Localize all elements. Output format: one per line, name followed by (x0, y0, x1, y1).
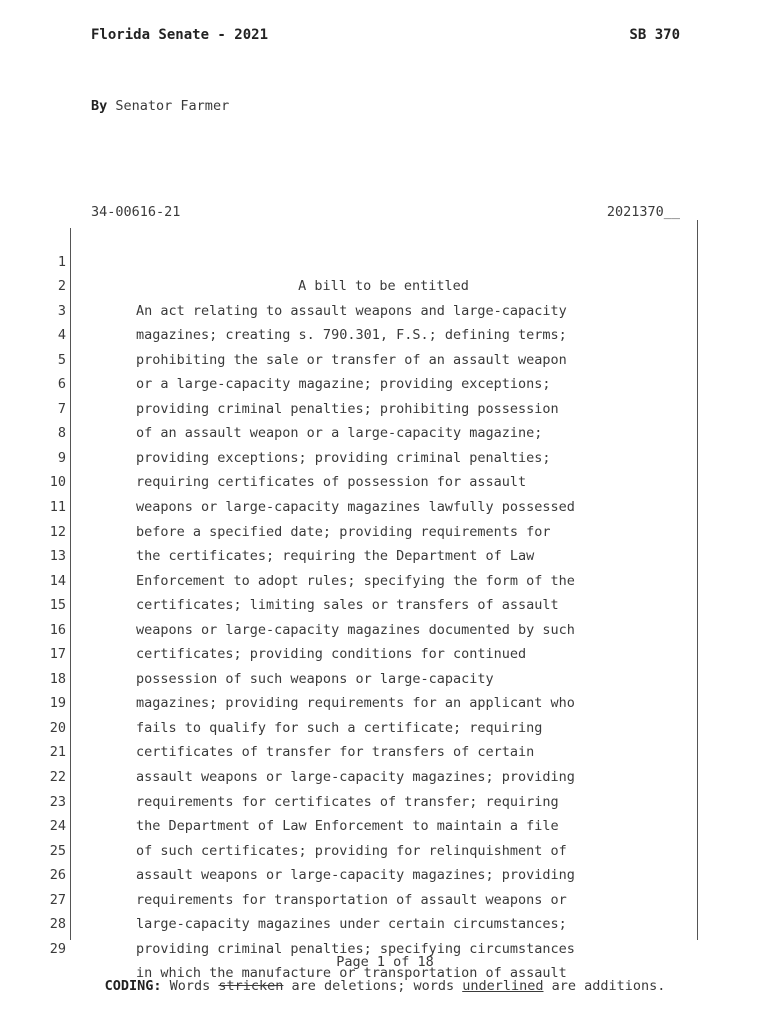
line-text: Enforcement to adopt rules; specifying the form of the (136, 572, 575, 589)
line-number: 13 (49, 548, 66, 565)
line-number: 10 (49, 474, 66, 491)
line-number: 5 (57, 351, 66, 368)
line-number: 28 (49, 916, 66, 933)
line-text: certificates; providing conditions for continued (136, 646, 527, 663)
sponsor-name: Senator Farmer (115, 98, 230, 114)
line-text: magazines; creating s. 790.301, F.S.; defining terms; (136, 327, 567, 344)
line-number: 1 (57, 253, 66, 270)
line-text: the certificates; requiring the Department of Law (136, 548, 535, 565)
line-text: of such certificates; providing for relinquishment of (136, 842, 567, 859)
line-number: 6 (57, 376, 66, 393)
line-text: certificates; limiting sales or transfers of assault (136, 597, 559, 614)
line-text: prohibiting the sale or transfer of an assault weapon (136, 351, 567, 368)
line-text: certificates of transfer for transfers of certain (136, 744, 535, 761)
line-number: 8 (57, 425, 66, 442)
drafting-code: 34-00616-21 (91, 204, 181, 220)
line-text: weapons or large-capacity magazines documented by such (136, 621, 575, 638)
coding-text-1: Words (161, 978, 219, 994)
page-number: Page 1 of 18 (336, 954, 434, 970)
numbered-line (0, 225, 770, 295)
line-number: 24 (49, 818, 66, 835)
line-text: requirements for certificates of transfer; requiring (136, 793, 559, 810)
line-number: 12 (49, 523, 66, 540)
line-text: requirements for transportation of assault weapons or (136, 891, 567, 908)
line-text: providing criminal penalties; specifying circumstances (136, 940, 575, 957)
coding-stricken-example: stricken (218, 978, 284, 994)
line-text: the Department of Law Enforcement to maintain a file (136, 818, 559, 835)
coding-text-3: are additions. (543, 978, 666, 994)
coding-text-2: are deletions; words (283, 978, 463, 994)
line-number: 18 (49, 670, 66, 687)
line-number: 29 (49, 940, 66, 957)
line-number: 26 (49, 867, 66, 884)
line-text: assault weapons or large-capacity magazines; providing (136, 867, 575, 884)
line-text: fails to qualify for such a certificate; requiring (136, 719, 543, 736)
line-number: 4 (57, 327, 66, 344)
line-text: An act relating to assault weapons and large-capacity (136, 302, 567, 319)
sponsor-byline (91, 98, 229, 114)
line-number: 19 (49, 695, 66, 712)
line-number: 2 (57, 278, 66, 295)
bill-title-line: A bill to be entitled (298, 278, 469, 295)
line-number: 17 (49, 646, 66, 663)
coding-underlined-example: underlined (462, 978, 544, 994)
line-number: 9 (57, 449, 66, 466)
line-text: magazines; providing requirements for an applicant who (136, 695, 575, 712)
coding-legend (0, 978, 770, 994)
bill-number: SB 370 (629, 27, 680, 43)
line-text: before a specified date; providing requirements for (136, 523, 551, 540)
byline-prefix: By (91, 98, 108, 114)
line-number: 23 (49, 793, 66, 810)
line-number: 14 (49, 572, 66, 589)
line-text: or a large-capacity magazine; providing exceptions; (136, 376, 551, 393)
line-number: 27 (49, 891, 66, 908)
line-text: possession of such weapons or large-capacity (136, 670, 494, 687)
line-number: 25 (49, 842, 66, 859)
line-text: providing criminal penalties; prohibiting possession (136, 400, 559, 417)
line-text: large-capacity magazines under certain circumstances; (136, 916, 567, 933)
line-number: 22 (49, 769, 66, 786)
line-number: 7 (57, 400, 66, 417)
line-number: 11 (49, 499, 66, 516)
document-header-title: Florida Senate - 2021 (91, 27, 269, 43)
line-number: 3 (57, 302, 66, 319)
line-text: assault weapons or large-capacity magazines; providing (136, 769, 575, 786)
line-number: 21 (49, 744, 66, 761)
line-text: in which the manufacture or transportation of assault (136, 965, 567, 982)
line-text: requiring certificates of possession for assault (136, 474, 527, 491)
line-text: of an assault weapon or a large-capacity magazine; (136, 425, 543, 442)
line-text: weapons or large-capacity magazines lawfully possessed (136, 499, 575, 516)
bill-code: 2021370__ (606, 204, 680, 220)
line-text: providing exceptions; providing criminal penalties; (136, 449, 551, 466)
coding-label: CODING: (104, 978, 162, 994)
line-number: 15 (49, 597, 66, 614)
line-number: 16 (49, 621, 66, 638)
line-number: 20 (49, 719, 66, 736)
